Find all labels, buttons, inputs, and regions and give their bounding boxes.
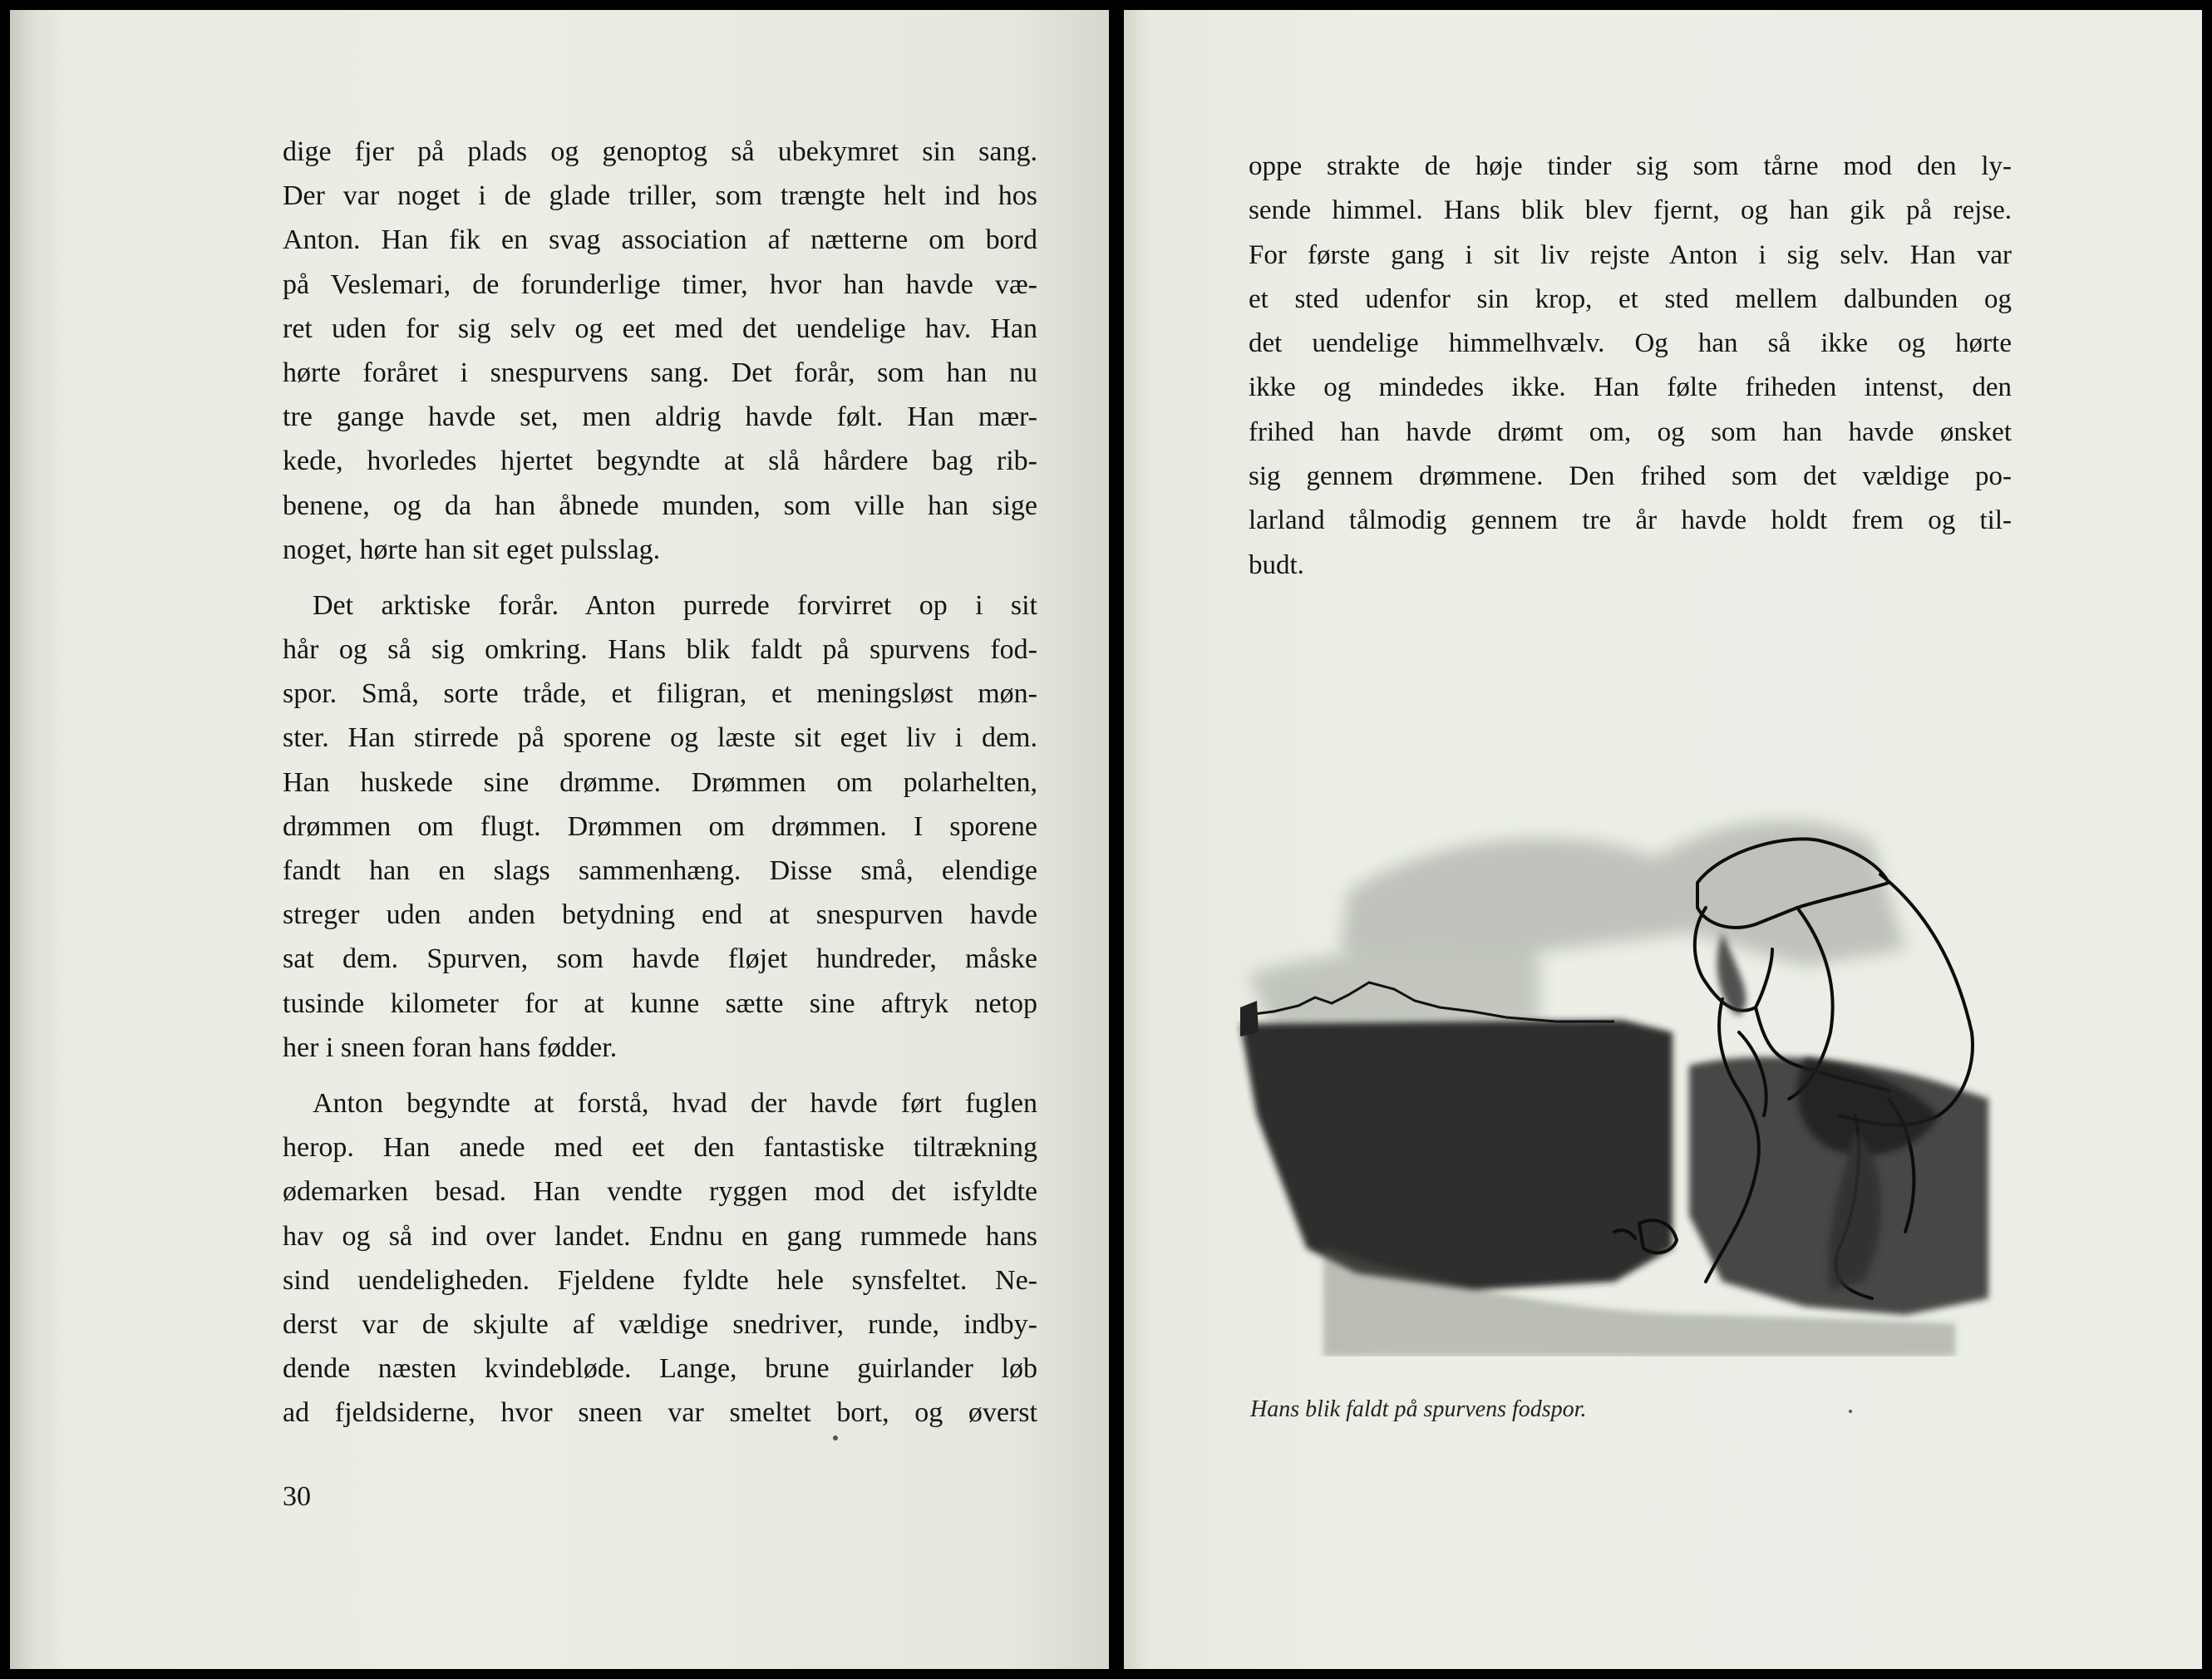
text-line: ster. Han stirrede på sporene og læste sit eget liv i dem. [283, 722, 1037, 754]
text-line: Der var noget i de glade triller, som trængte helt ind hos [283, 180, 1037, 212]
text-line: oppe strakte de høje tinder sig som tårne mod den ly- [1249, 151, 2012, 181]
text-line: dende næsten kvindebløde. Lange, brune guirlander løb [283, 1353, 1037, 1385]
text-line: herop. Han anede med eet den fantastiske tiltrækning [283, 1132, 1037, 1164]
text-line: Anton. Han fik en svag association af nætterne om bord [283, 224, 1037, 256]
text-line: sat dem. Spurven, som havde fløjet hundreder, måske [283, 943, 1037, 975]
page-number: 30 [283, 1481, 311, 1512]
text-line: frihed han havde drømt om, og som han havde ønsket [1249, 416, 2012, 447]
text-line: hår og så sig omkring. Hans blik faldt på spurvens fod- [283, 634, 1037, 666]
ink-illustration [1224, 783, 2005, 1356]
text-line: sende himmel. Hans blik blev fjernt, og han gik på rejse. [1249, 195, 2012, 226]
text-line: sig gennem drømmene. Den frihed som det vældige po- [1249, 461, 2012, 492]
text-line: her i sneen foran hans fødder. [283, 1032, 618, 1063]
text-line: larland tålmodig gennem tre år havde holdt frem og til- [1249, 505, 2012, 536]
text-line: hav og så ind over landet. Endnu en gang rummede hans [283, 1220, 1037, 1252]
text-line: streger uden anden betydning end at snespurven havde [283, 899, 1037, 931]
text-line: For første gang i sit liv rejste Anton i sig selv. Han var [1249, 239, 2012, 270]
text-line: benene, og da han åbnede munden, som ville han sige [283, 490, 1037, 521]
text-line: kede, hvorledes hjertet begyndte at slå hårdere bag rib- [283, 446, 1037, 477]
text-line: spor. Små, sorte tråde, et filigran, et meningsløst møn- [283, 678, 1037, 710]
text-line: Han huskede sine drømme. Drømmen om polarhelten, [283, 766, 1037, 798]
text-line: ødemarken besad. Han vendte ryggen mod det isfyldte [283, 1176, 1037, 1208]
text-line: et sted udenfor sin krop, et sted mellem dalbunden og [1249, 283, 2012, 314]
text-line: sind uendeligheden. Fjeldene fyldte hele synsfeltet. Ne- [283, 1264, 1037, 1296]
text-line: fandt han en slags sammenhæng. Disse små, elendige [283, 855, 1037, 886]
right-page-text [1249, 145, 2012, 588]
text-line: hørte foråret i snespurvens sang. Det forår, som han nu [283, 357, 1037, 388]
text-line: derst var de skjulte af vældige snedriver, runde, indby- [283, 1308, 1037, 1340]
left-page [10, 10, 1109, 1669]
ink-speck [833, 1435, 838, 1440]
text-line: drømmen om flugt. Drømmen om drømmen. I sporene [283, 810, 1037, 842]
text-line: budt. [1249, 549, 1304, 580]
background-wash [1249, 820, 1905, 1032]
text-line: på Veslemari, de forunderlige timer, hvor han havde væ- [283, 268, 1037, 300]
ink-speck [1849, 1410, 1852, 1413]
text-line: det uendelige himmelhvælv. Og han så ikke og hørte [1249, 328, 2012, 359]
text-line: noget, hørte han sit eget pulsslag. [283, 534, 661, 565]
text-line: tre gange havde set, men aldrig havde følt. Han mær- [283, 401, 1037, 433]
text-line: ad fjeldsiderne, hvor sneen var smeltet bort, og øverst [283, 1397, 1037, 1429]
text-line: ret uden for sig selv og eet med det uendelige hav. Han [283, 313, 1037, 344]
left-page-text [283, 130, 1037, 1435]
text-line: Det arktiske forår. Anton purrede forvirret op i sit [313, 589, 1037, 621]
text-line: Anton begyndte at forstå, hvad der havde ført fuglen [313, 1087, 1037, 1119]
text-line: ikke og mindedes ikke. Han følte friheden intenst, den [1249, 372, 2012, 403]
right-page [1124, 10, 2202, 1669]
text-line: dige fjer på plads og genoptog så ubekymret sin sang. [283, 136, 1037, 167]
text-line: tusinde kilometer for at kunne sætte sine aftryk netop [283, 987, 1037, 1019]
ice-chunk [1240, 1001, 1259, 1036]
illustration-caption: Hans blik faldt på spurvens fodspor. [1250, 1396, 1587, 1422]
